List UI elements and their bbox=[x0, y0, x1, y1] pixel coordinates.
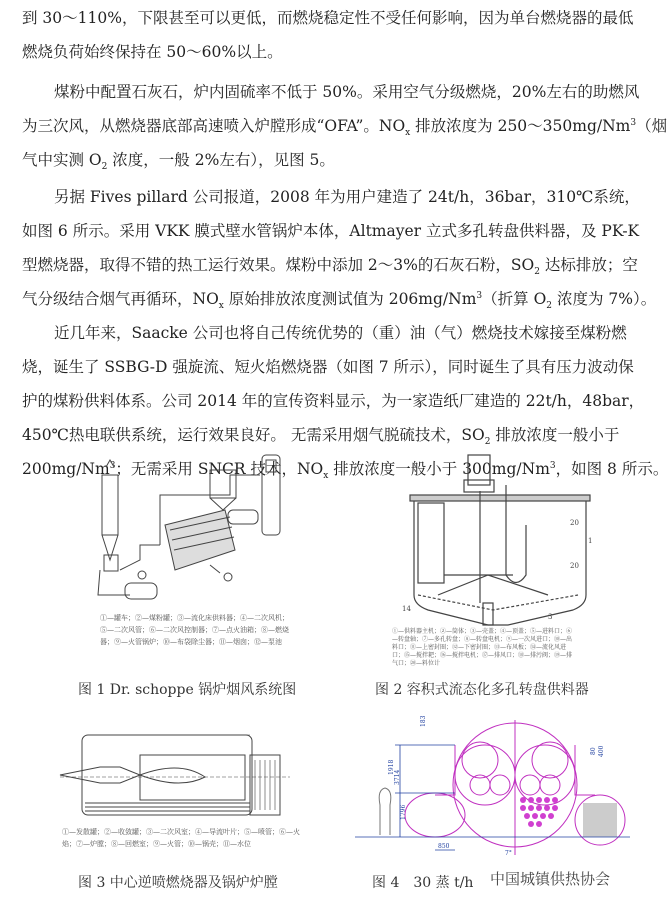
text-line: 护的煤粉供料体系。公司 2014 年的宣传资料显示，为一家造纸厂建造的 22t/h，48bar， bbox=[22, 392, 645, 410]
text-line: 气分级结合烟气再循环，$NO_x$ 原始排放浓度测试值为 206mg/Nm$^3$（折算 $O_2$ 浓度为 7%）。 bbox=[22, 290, 657, 312]
dimension-label: 80 bbox=[590, 747, 597, 755]
figure-2-caption: 图 2 容积式流态化多孔转盘供料器 bbox=[375, 682, 589, 698]
figure-4-caption: 图 4 30 蒸 t/h bbox=[372, 875, 474, 891]
text-line: 烧，诞生了 SSBG-D 强旋流、短火焰燃烧器（如图 7 所示），同时诞生了具有压力波动保 bbox=[22, 358, 634, 376]
figure-3-drawing bbox=[60, 705, 300, 820]
text-line: 到 30～110%，下限甚至可以更低，而燃烧稳定性不受任何影响，因为单台燃烧器的最低 bbox=[22, 9, 634, 27]
figure-2-label: 14 bbox=[402, 605, 411, 613]
figure-4-drawing bbox=[355, 705, 630, 865]
dimension-label: 183 bbox=[420, 715, 427, 727]
dimension-label: 1918 bbox=[388, 759, 395, 775]
figure-2-label: 20 bbox=[570, 562, 579, 570]
figure-2-legend: ①—供料器主机；②—筒体；③—壳盖；④—顶盖；⑤—进料口；⑥—转盘轴；⑦—多孔转盘；⑧—转盘电机；⑨—一次风进口；⑩—出料口；⑪—上密封圈；⑫—下密封圈；⑬—布风板；⑭—流化风进口；⑮—搅拌耙；⑯—搅拌电机；⑰—排风口；⑱—排污阀；⑲—排气口；⑳—料位计 bbox=[392, 628, 573, 667]
text-line: 燃烧负荷始终保持在 50～60%以上。 bbox=[22, 43, 283, 61]
dimension-label: 7° bbox=[505, 850, 512, 857]
text-line: 450℃热电联供系统，运行效果良好。 无需采用烟气脱硫技术，$SO_2$ 排放浓度一般小于 bbox=[22, 426, 620, 448]
text-line: 煤粉中配置石灰石，炉内固硫率不低于 50%。采用空气分级燃烧，20%左右的助燃风 bbox=[54, 83, 640, 101]
figure-2-label: 1 bbox=[588, 537, 593, 545]
dimension-label: 1796 bbox=[400, 804, 407, 820]
figure-2-drawing bbox=[398, 455, 598, 625]
watermark: 中国城镇供热协会 bbox=[490, 870, 611, 888]
figure-3-legend: ①—发散罐；②—收敛罐；③—二次风室；④—导流叶片；⑤—喷管；⑥—火焰；⑦—炉膛；⑧—回燃室；⑨—火管；⑩—锅壳；⑪—水位 bbox=[62, 828, 300, 848]
dimension-label: 850 bbox=[438, 843, 450, 850]
text-line: 为三次风，从燃烧器底部高速喷入炉膛形成“OFA”。$NO_x$ 排放浓度为 250～350mg/Nm$^3$（烟 bbox=[22, 117, 668, 139]
text-line: 型燃烧器，取得不错的热工运行效果。煤粉中添加 2～3%的石灰石粉，$SO_2$ 达标排放；空 bbox=[22, 256, 638, 278]
figure-3-caption: 图 3 中心逆喷燃烧器及锅炉炉膛 bbox=[78, 875, 278, 891]
figure-2-label: 3 bbox=[548, 613, 553, 621]
text-line: 近几年来，Saacke 公司也将自己传统优势的（重）油（气）燃烧技术嫁接至煤粉燃 bbox=[54, 324, 627, 342]
figure-1-drawing bbox=[90, 455, 290, 605]
text-line: 另据 Fives pillard 公司报道，2008 年为用户建造了 24t/h，36bar，310℃系统， bbox=[54, 188, 640, 206]
text-line: 如图 6 所示。采用 VKK 膜式壁水管锅炉本体，Altmayer 立式多孔转盘供料器，及 PK-K bbox=[22, 222, 640, 240]
figure-1-legend: ①—罐车；②—煤粉罐；③—流化床供料器；④—二次风机；⑤—二次风管；⑥—二次风控制器；⑦—点火油箱；⑧—燃烧器；⑨—火管锅炉；⑩—布袋除尘器；⑪—烟囱；⑫—泵池 bbox=[100, 614, 289, 646]
figure-2-label: 20 bbox=[570, 519, 579, 527]
dimension-label: 3714 bbox=[394, 769, 401, 785]
figure-1-caption: 图 1 Dr. schoppe 锅炉烟风系统图 bbox=[78, 682, 297, 698]
dimension-label: 400 bbox=[598, 745, 605, 757]
text-line: 200mg/Nm$^3$；无需采用 SNCR 技术，$NO_x$ 排放浓度一般小于 300mg/Nm$^3$，如图 8 所示。 bbox=[22, 460, 668, 482]
text-line: 气中实测 $O_2$ 浓度，一般 2%左右），见图 5。 bbox=[22, 151, 335, 173]
